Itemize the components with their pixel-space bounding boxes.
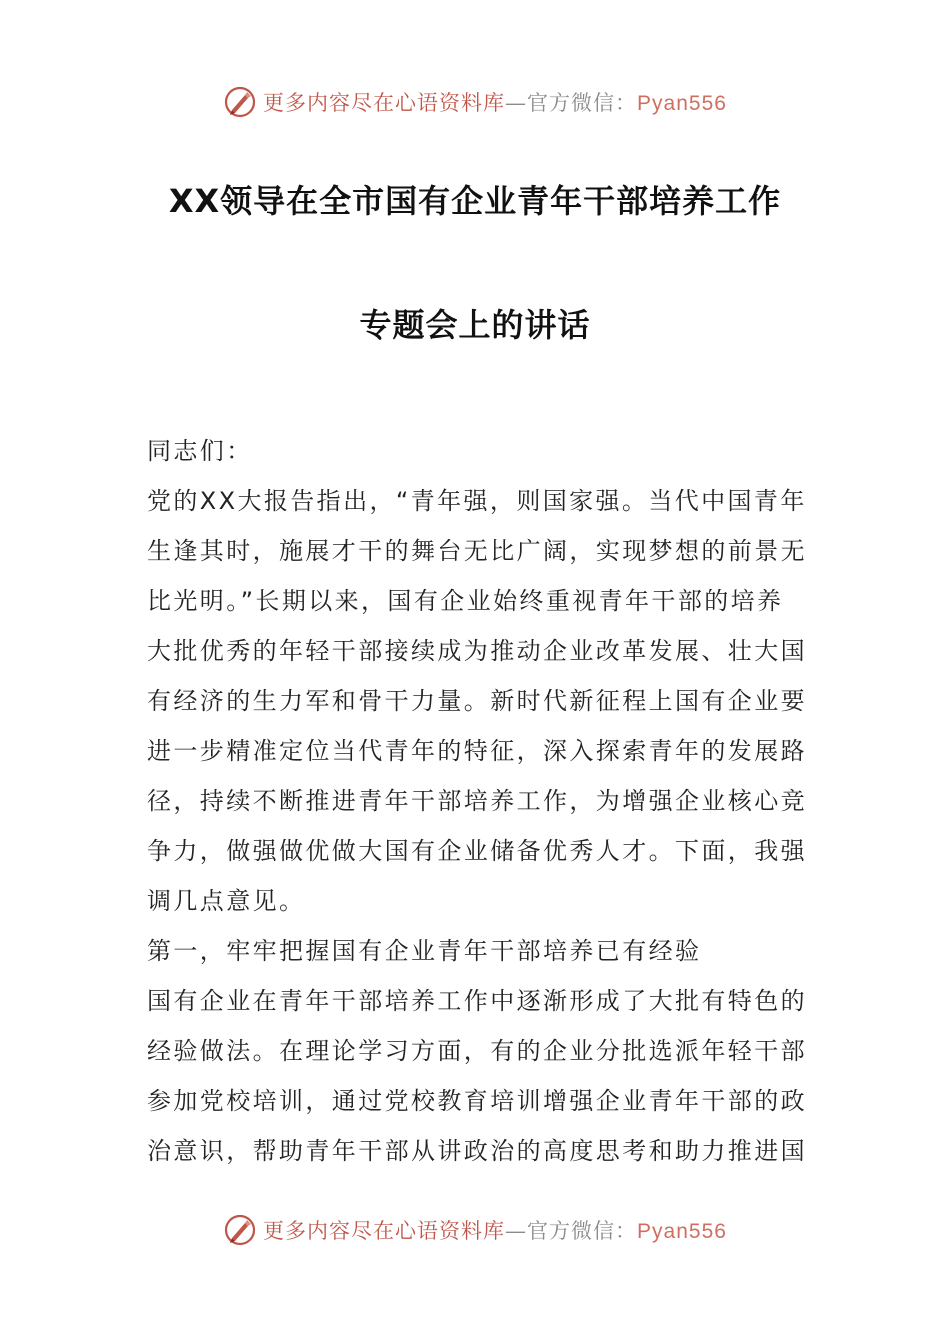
document-title-line-2: 专题会上的讲话 (359, 306, 591, 344)
watermark-contact-id: Pyan556 (637, 1220, 727, 1243)
watermark-dash: — (505, 91, 528, 115)
section-heading-1: 第一，牢牢把握国有企业青年干部培养已有经验 (147, 937, 702, 965)
watermark-contact-label: 官方微信： (527, 1219, 638, 1243)
header-watermark (0, 82, 950, 122)
watermark-brand: 更多内容尽在心语资料库 (263, 91, 506, 115)
salutation: 同志们： (147, 437, 253, 465)
watermark-text (263, 87, 727, 117)
paragraph-intro: 党的XX大报告指出，“青年强，则国家强。当代中国青年生逢其时，施展才干的舞台无比广阔，实现梦想的前景无比光明。”长期以来，国有企业始终重视青年干部的培养大批优秀的年轻干部接续成为推动企业改革发展、壮大国有经济的生力军和骨干力量。新时代新征程上国有企业要进一步精准定位当代青年的特征，深入探索青年的发展路径，持续不断推进青年干部培养工作，为增强企业核心竞争力，做强做优做大国有企业储备优秀人才。下面，我强调几点意见。 (147, 487, 807, 915)
pen-logo-icon (223, 85, 257, 119)
watermark-dash: — (505, 1219, 528, 1243)
pen-logo-icon (223, 1213, 257, 1247)
watermark-text (263, 1215, 727, 1245)
paragraph-section-1: 国有企业在青年干部培养工作中逐渐形成了大批有特色的经验做法。在理论学习方面，有的企业分批选派年轻干部参加党校培训，通过党校教育培训增强企业青年干部的政治意识，帮助青年干部从讲政治的高度思考和助力推进国 (147, 987, 807, 1165)
watermark-contact-label: 官方微信： (527, 91, 638, 115)
document-body (147, 426, 807, 1176)
watermark-contact-id: Pyan556 (637, 92, 727, 115)
footer-watermark (0, 1210, 950, 1250)
watermark-brand: 更多内容尽在心语资料库 (263, 1219, 506, 1243)
document-title-line-1: XX领导在全市国有企业青年干部培养工作 (168, 182, 782, 220)
